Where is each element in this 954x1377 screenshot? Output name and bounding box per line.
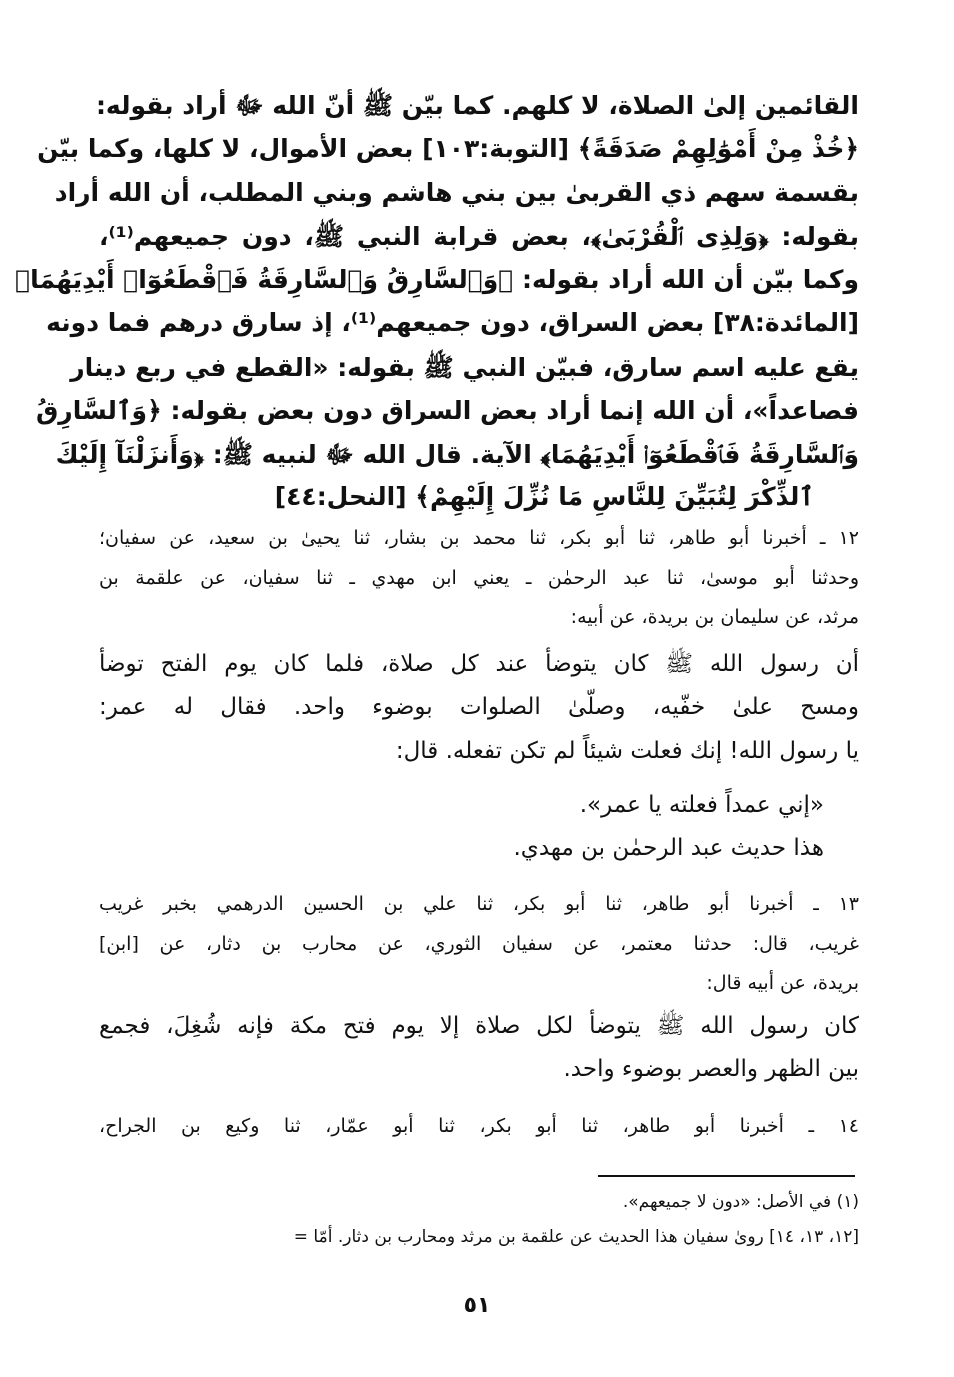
text-line: بقوله: ﴿وَلِذِى ٱلْقُرْبَىٰ﴾، بعض قرابة النبي ﷺ، دون جميعهم⁽¹⁾، [99,222,859,251]
isnad-line: وحدثنا أبو موسىٰ، ثنا عبد الرحمٰن ـ يعني ابن مهدي ـ ثنا سفيان، عن علقمة بن [99,567,859,589]
text-line: القائمين إلىٰ الصلاة، لا كلهم. كما بيّن ﷺ أنّ الله ﷻ أراد بقوله: [95,91,859,120]
isnad-line: مرثد، عن سليمان بن بريدة، عن أبيه: [570,606,859,628]
isnad-line: بريدة، عن أبيه قال: [706,972,859,994]
text-line: فصاعداً»، أن الله إنما أراد بعض السراق دون بعض بقوله: ﴿وَٱلسَّارِقُ [35,396,859,425]
page-number: ٥١ [463,1293,491,1318]
text-line: يقع عليه اسم سارق، فبيّن النبي ﷺ بقوله: «القطع في ربع دينار [70,353,859,382]
hadith-quote: «إني عمداً فعلته يا عمر». [579,792,824,818]
hadith-line: أن رسول الله ﷺ كان يتوضأ عند كل صلاة، فلما كان يوم الفتح توضأ [99,651,859,677]
text-line: بقسمة سهم ذي القربىٰ بين بني هاشم وبني المطلب، أن الله أراد [54,178,859,207]
text-line: ٱلذِّكْرَ لِتُبَيِّنَ لِلنَّاسِ مَا نُزِّلَ إِلَيْهِمْ﴾ [النحل:٤٤] [274,482,814,511]
hadith-note: هذا حديث عبد الرحمٰن بن مهدي. [513,835,824,861]
text-line: وكما بيّن أن الله أراد بقوله: ﴿وَٱلسَّارِقُ وَٱلسَّارِقَةُ فَٱقْطَعُوٓا۟ أَيْدِيَهُمَا﴾ [15,265,859,294]
footnote: (١) في الأصل: «دون لا جميعهم». [622,1192,859,1212]
hadith-line: ومسح علىٰ خفّيه، وصلّىٰ الصلوات بوضوء واحد. فقال له عمر: [99,694,859,720]
hadith-line: كان رسول الله ﷺ يتوضأ لكل صلاة إلا يوم فتح مكة فإنه شُغِلَ، فجمع [99,1013,859,1039]
footnote: [١٢، ١٣، ١٤] روىٰ سفيان هذا الحديث عن علقمة بن مرثد ومحارب بن دثار. أمّا = [293,1227,859,1247]
text-line: وَٱلسَّارِقَةُ فَٱقْطَعُوٓا۟ أَيْدِيَهُمَا﴾ الآية. قال الله ﷻ لنبيه ﷺ: ﴿وَأَنزَلْنَآ إِلَيْكَ [55,440,859,469]
isnad-line: غريب، قال: حدثنا معتمر، عن سفيان الثوري، عن محارب بن دثار، عن [ابن] [99,933,859,955]
hadith-line: بين الظهر والعصر بوضوء واحد. [563,1056,859,1082]
isnad-line: ١٢ ـ أخبرنا أبو طاهر، ثنا أبو بكر، ثنا محمد بن بشار، ثنا يحيىٰ بن سعيد، عن سفيان؛ [99,527,859,549]
hadith-line: يا رسول الله! إنك فعلت شيئاً لم تكن تفعله. قال: [395,738,859,764]
isnad-line: ١٤ ـ أخبرنا أبو طاهر، ثنا أبو بكر، ثنا أبو عمّار، ثنا وكيع بن الجراح، [99,1115,859,1137]
text-line: ﴿خُذْ مِنْ أَمْوَٰلِهِمْ صَدَقَةً﴾ [التوبة:١٠٣] بعض الأموال، لا كلها، وكما بيّن [37,134,859,163]
footnote-divider [598,1175,855,1177]
isnad-line: ١٣ ـ أخبرنا أبو طاهر، ثنا أبو بكر، ثنا علي بن الحسين الدرهمي بخبر غريب [99,893,859,915]
text-line: [المائدة:٣٨] بعض السراق، دون جميعهم⁽¹⁾، إذ سارق درهم فما دونه [46,308,859,337]
